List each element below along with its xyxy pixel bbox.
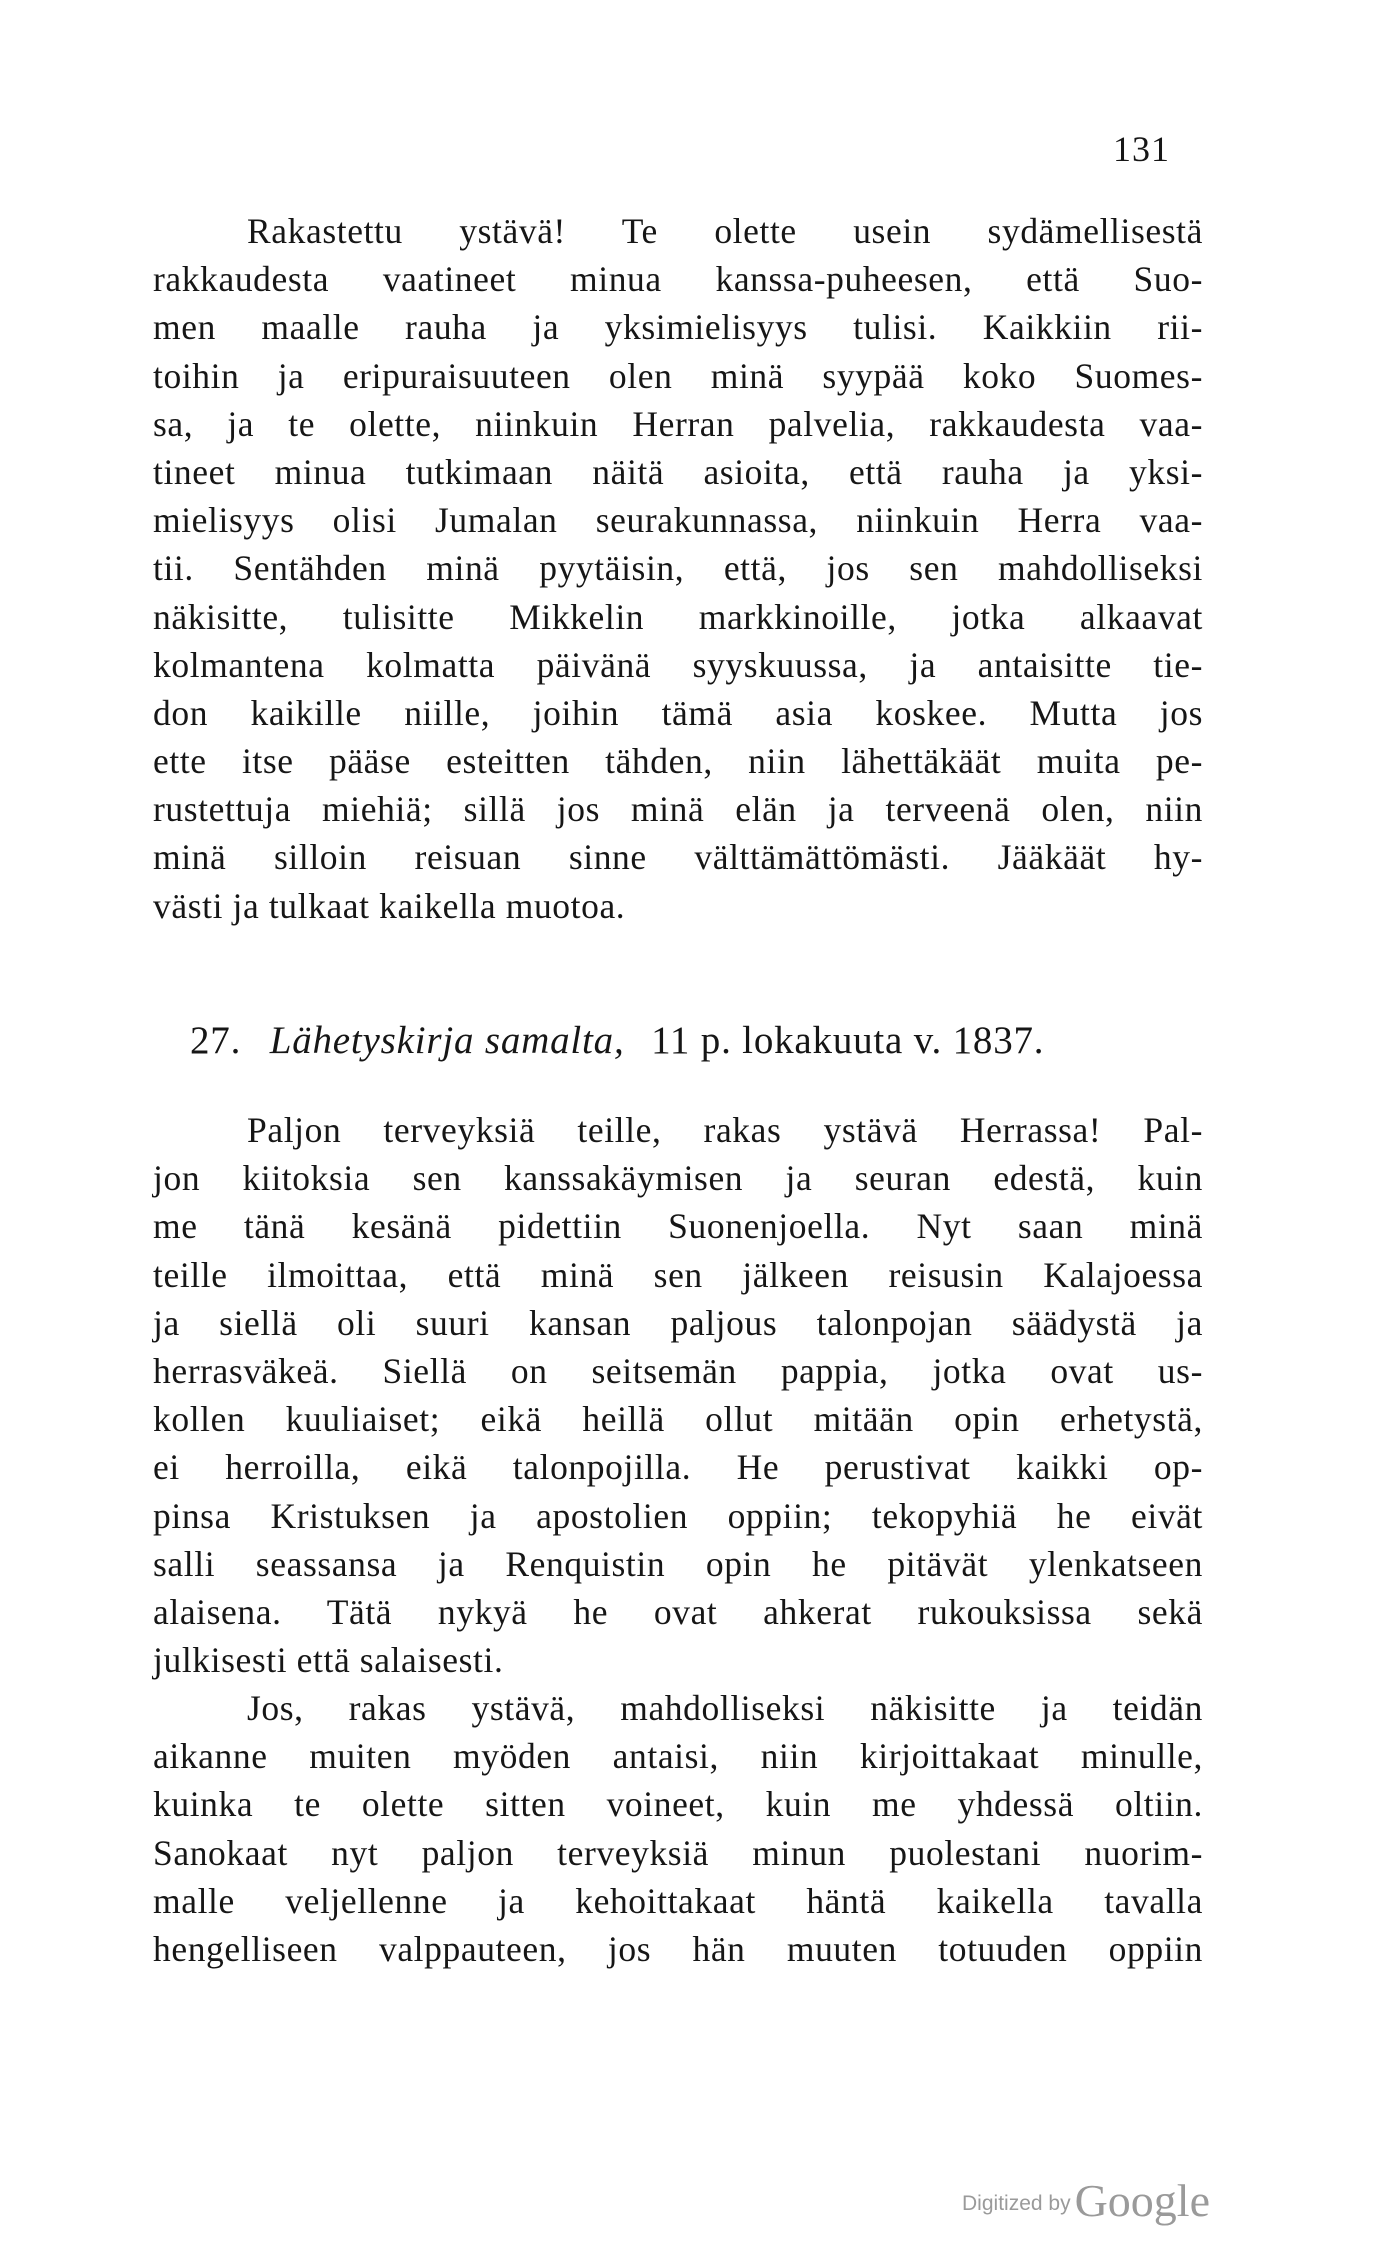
text-line: kollen kuuliaiset; eikä heillä ollut mitään opin erhetystä, [153,1399,1203,1440]
paragraph-1 [153,207,1203,930]
text-line: teille ilmoittaa, että minä sen jälkeen reisusin Kalajoessa [153,1254,1203,1295]
text-line: tii. Sentähden minä pyytäisin, että, jos sen mahdolliseksi [153,548,1203,589]
text-line: Rakastettu ystävä! Te olette usein sydämellisestä [247,211,1203,251]
text-line: Sanokaat nyt paljon terveyksiä minun puolestani nuorim- [153,1832,1203,1873]
letter-title: Lähetyskirja samalta, [269,1019,625,1062]
text-line: rakkaudesta vaatineet minua kanssa-puheesen, että Suo- [153,259,1203,300]
digitized-by-label: Digitized by [962,2192,1071,2215]
text-line: malle veljellenne ja kehoittakaat häntä kaikella tavalla [153,1880,1203,1921]
text-line: tineet minua tutkimaan näitä asioita, että rauha ja yksi- [153,451,1203,492]
text-line: mielisyys olisi Jumalan seurakunnassa, niinkuin Herra vaa- [153,500,1203,541]
digitized-by-watermark [962,2174,1210,2227]
letter-number: 27. [190,1019,242,1062]
text-line: alaisena. Tätä nykyä he ovat ahkerat rukouksissa sekä [153,1591,1203,1632]
paragraph-2 [153,1106,1203,1684]
letter-heading [190,1018,1044,1063]
text-line: sa, ja te olette, niinkuin Herran palvelia, rakkaudesta vaa- [153,403,1203,444]
text-line: herrasväkeä. Siellä on seitsemän pappia, jotka ovat us- [153,1350,1203,1391]
text-line: ja siellä oli suuri kansan paljous talonpojan säädystä ja [153,1302,1203,1343]
text-line: hengelliseen valppauteen, jos hän muuten totuuden oppiin [153,1928,1203,1969]
text-line: aikanne muiten myöden antaisi, niin kirjoittakaat minulle, [153,1736,1203,1777]
text-line: don kaikille niille, joihin tämä asia koskee. Mutta jos [153,692,1203,733]
text-line: pinsa Kristuksen ja apostolien oppiin; tekopyhiä he eivät [153,1495,1203,1536]
google-logo: Google [1074,2175,1210,2226]
letter-date: 11 p. lokakuuta v. 1837. [651,1019,1045,1062]
text-line: salli seassansa ja Renquistin opin he pitävät ylenkatseen [153,1543,1203,1584]
text-line: men maalle rauha ja yksimielisyys tulisi. Kaikkiin rii- [153,307,1203,348]
paragraph-3 [153,1684,1203,1973]
text-line: Paljon terveyksiä teille, rakas ystävä Herrassa! Pal- [247,1110,1203,1150]
text-line: ei herroilla, eikä talonpojilla. He perustivat kaikki op- [153,1447,1203,1488]
page-number: 131 [1113,129,1170,169]
text-line: minä silloin reisuan sinne välttämättömästi. Jääkäät hy- [153,837,1203,878]
text-line: Jos, rakas ystävä, mahdolliseksi näkisitte ja teidän [247,1688,1203,1728]
text-line: ette itse pääse esteitten tähden, niin lähettäkäät muita pe- [153,741,1203,782]
text-line: kuinka te olette sitten voineet, kuin me yhdessä oltiin. [153,1784,1203,1825]
text-line: toihin ja eripuraisuuteen olen minä syypää koko Suomes- [153,355,1203,396]
text-line: jon kiitoksia sen kanssakäymisen ja seuran edestä, kuin [153,1158,1203,1199]
text-line: rustettuja miehiä; sillä jos minä elän ja terveenä olen, niin [153,789,1203,830]
text-line: julkisesti että salaisesti. [153,1640,504,1681]
text-line: näkisitte, tulisitte Mikkelin markkinoille, jotka alkaavat [153,596,1203,637]
text-line: me tänä kesänä pidettiin Suonenjoella. Nyt saan minä [153,1206,1203,1247]
text-line: västi ja tulkaat kaikella muotoa. [153,885,626,926]
text-line: kolmantena kolmatta päivänä syyskuussa, ja antaisitte tie- [153,644,1203,685]
